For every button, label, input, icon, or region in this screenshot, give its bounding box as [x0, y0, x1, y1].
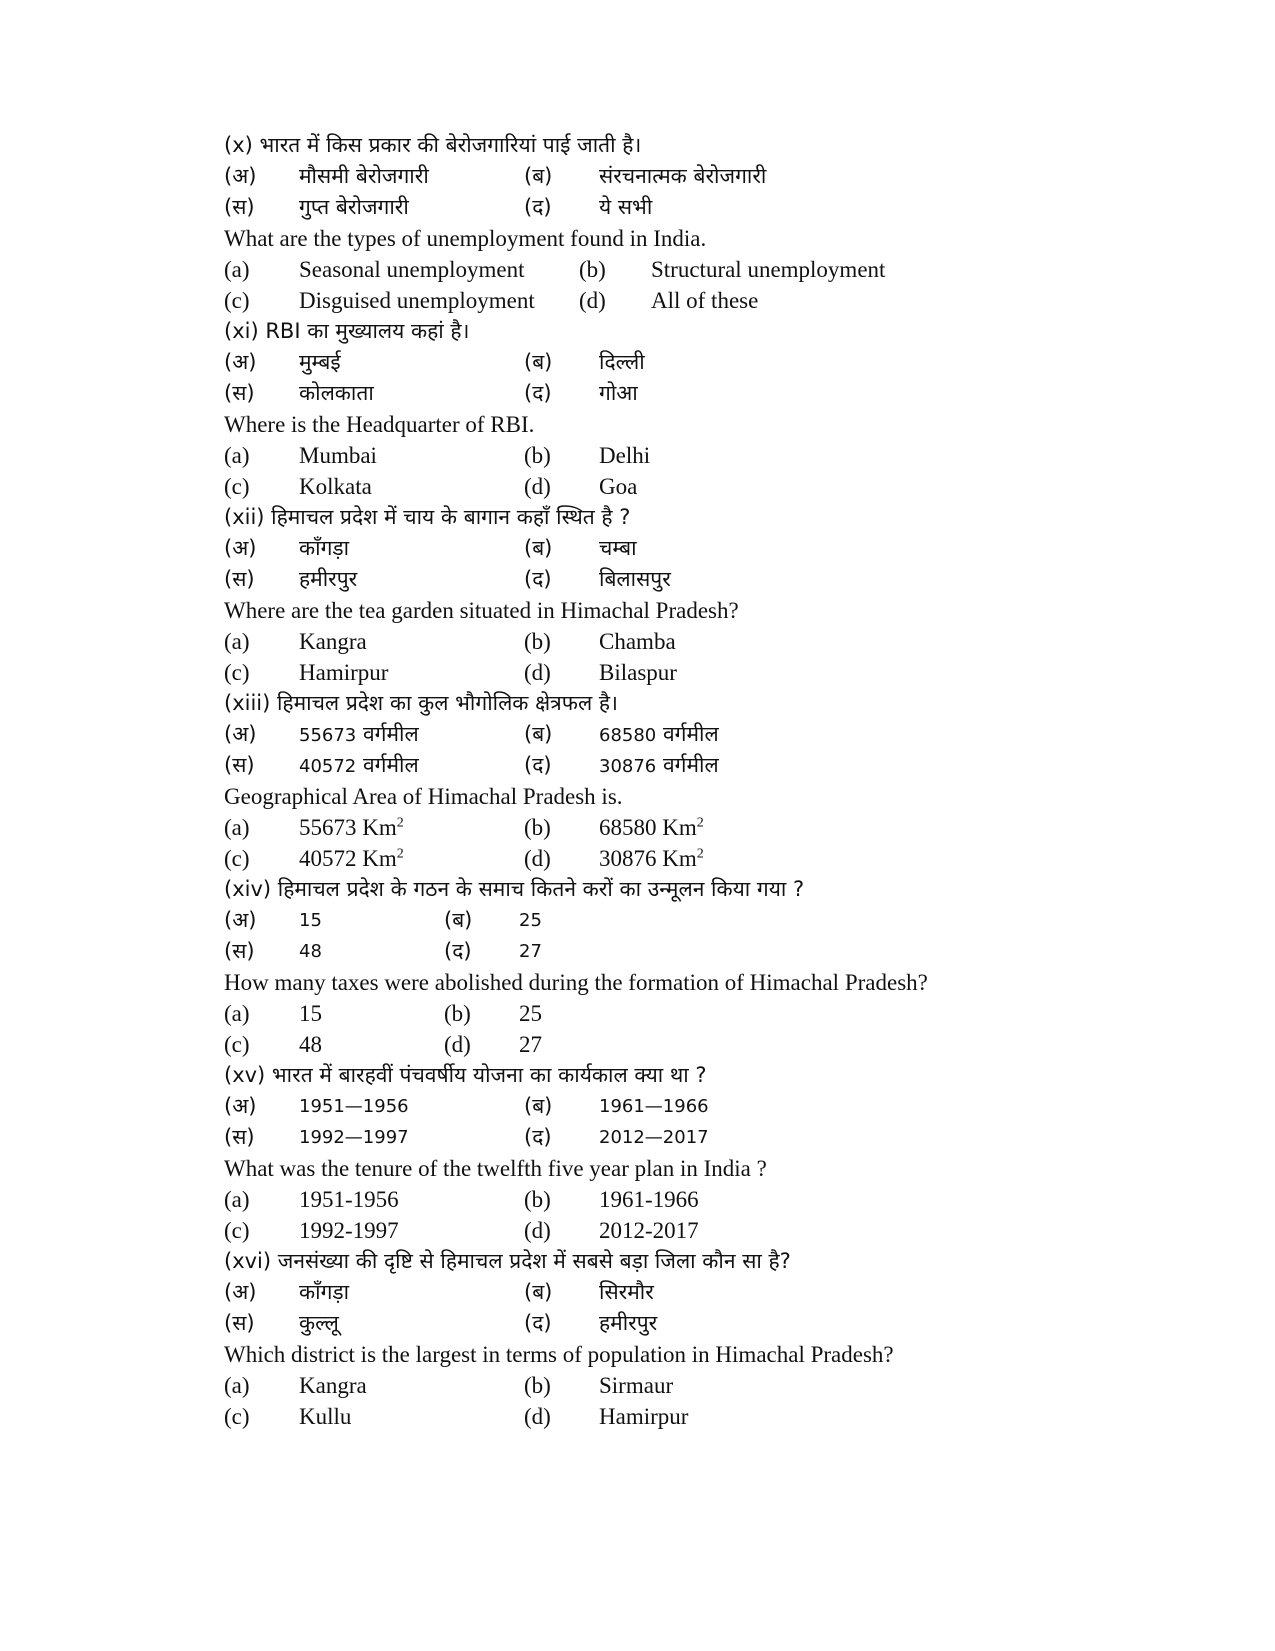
option-label: (b) [444, 1001, 471, 1026]
option-label: (b) [524, 443, 551, 468]
option-label: (d) [579, 288, 606, 313]
option-label: (द) [524, 1311, 552, 1335]
option-unit: वर्गमील [362, 753, 419, 777]
option-label: (b) [524, 629, 551, 654]
options-row [224, 1122, 1224, 1153]
option-text [299, 750, 419, 782]
superscript: 2 [396, 815, 404, 831]
question-english: Geographical Area of Himachal Pradesh is. [224, 784, 623, 809]
superscript: 2 [696, 815, 704, 831]
option-text: 1992-1997 [299, 1218, 399, 1243]
question-hindi: (xvi) जनसंख्या की दृष्टि से हिमाचल प्रदेश में सबसे बड़ा जिला कौन सा है? [224, 1249, 791, 1273]
option-label: (स) [224, 381, 255, 405]
option-text: Kangra [299, 1373, 367, 1398]
option-text: 25 [519, 910, 542, 931]
option-label: (b) [524, 1187, 551, 1212]
options-row [224, 1091, 1224, 1122]
option-label: (a) [224, 1373, 250, 1398]
option-text [599, 843, 704, 874]
options-row [224, 1029, 1224, 1060]
option-text: Structural unemployment [651, 257, 886, 282]
option-text: 25 [519, 1001, 542, 1026]
superscript: 2 [396, 846, 404, 862]
option-value: 40572 Km [299, 846, 397, 871]
options-row [224, 564, 1224, 595]
question-english: How many taxes were abolished during the formation of Himachal Pradesh? [224, 970, 928, 995]
option-number: 55673 [299, 725, 357, 746]
question-sheet [224, 130, 1224, 1432]
option-text: मौसमी बेरोजगारी [299, 164, 429, 188]
option-text [299, 843, 404, 874]
option-text: हमीरपुर [599, 1311, 658, 1335]
option-text: 48 [299, 1032, 322, 1057]
option-value: 68580 Km [599, 815, 697, 840]
option-number: 68580 [599, 725, 657, 746]
option-text: 1961-1966 [599, 1187, 699, 1212]
option-text: चम्बा [599, 536, 637, 560]
option-text: Delhi [599, 443, 651, 468]
option-label: (a) [224, 257, 250, 282]
option-text: Kullu [299, 1404, 352, 1429]
option-label: (ब) [524, 536, 553, 560]
option-text: काँगड़ा [299, 536, 350, 560]
options-row [224, 843, 1224, 874]
question-hindi: (x) भारत में किस प्रकार की बेरोजगारियां पाई जाती है। [224, 133, 642, 157]
options-row [224, 378, 1224, 409]
option-text: हमीरपुर [299, 567, 358, 591]
option-text: Bilaspur [599, 660, 677, 685]
option-text [599, 812, 704, 843]
option-number: 30876 [599, 756, 657, 777]
superscript: 2 [696, 846, 704, 862]
option-text: कुल्लू [299, 1311, 339, 1335]
option-text: 2012-2017 [599, 1218, 699, 1243]
option-label: (ब) [524, 1280, 553, 1304]
option-text [299, 719, 419, 751]
option-label: (स) [224, 753, 255, 777]
option-label: (b) [524, 1373, 551, 1398]
option-label: (अ) [224, 164, 257, 188]
options-row [224, 347, 1224, 378]
option-text [299, 812, 404, 843]
option-text: Seasonal unemployment [299, 257, 525, 282]
option-unit: वर्गमील [662, 722, 719, 746]
option-unit: वर्गमील [662, 753, 719, 777]
option-label: (द) [524, 1125, 552, 1149]
options-row [224, 1215, 1224, 1246]
options-row [224, 936, 1224, 967]
options-row [224, 161, 1224, 192]
option-text: Hamirpur [599, 1404, 689, 1429]
question-hindi: (xiv) हिमाचल प्रदेश के गठन के समाच कितने करों का उन्मूलन किया गया ? [224, 877, 805, 901]
option-label: (a) [224, 815, 250, 840]
option-label: (d) [444, 1032, 471, 1057]
options-row [224, 192, 1224, 223]
option-label: (d) [524, 474, 551, 499]
options-row [224, 719, 1224, 750]
option-label: (द) [524, 195, 552, 219]
option-text: 1951-1956 [299, 1187, 399, 1212]
options-row [224, 1401, 1224, 1432]
option-text: 1961—1966 [599, 1096, 709, 1117]
option-label: (a) [224, 443, 250, 468]
option-label: (अ) [224, 536, 257, 560]
options-row [224, 471, 1224, 502]
option-text [599, 750, 719, 782]
option-label: (c) [224, 846, 250, 871]
option-label: (स) [224, 1311, 255, 1335]
option-text: Goa [599, 474, 638, 499]
options-row [224, 1277, 1224, 1308]
option-text: Hamirpur [299, 660, 389, 685]
option-text: Sirmaur [599, 1373, 674, 1398]
question-hindi: (xv) भारत में बारहवीं पंचवर्षीय योजना का कार्यकाल क्या था ? [224, 1063, 707, 1087]
option-label: (b) [579, 257, 606, 282]
question-english: Where is the Headquarter of RBI. [224, 412, 535, 437]
option-label: (स) [224, 195, 255, 219]
option-text: Disguised unemployment [299, 288, 535, 313]
option-text: 1992—1997 [299, 1127, 409, 1148]
question-hindi: (xii) हिमाचल प्रदेश में चाय के बागान कहाँ स्थित है ? [224, 505, 631, 529]
option-text: 48 [299, 941, 322, 962]
options-row [224, 812, 1224, 843]
option-label: (स) [224, 1125, 255, 1149]
option-label: (द) [524, 381, 552, 405]
options-row [224, 1370, 1224, 1401]
question-english: What was the tenure of the twelfth five year plan in India ? [224, 1156, 767, 1181]
option-label: (d) [524, 846, 551, 871]
option-label: (b) [524, 815, 551, 840]
question-english: Which district is the largest in terms of population in Himachal Pradesh? [224, 1342, 894, 1367]
options-row [224, 1308, 1224, 1339]
option-label: (ब) [444, 908, 473, 932]
option-number: 40572 [299, 756, 357, 777]
options-row [224, 440, 1224, 471]
option-unit: वर्गमील [362, 722, 419, 746]
option-text: All of these [651, 288, 759, 313]
option-label: (अ) [224, 350, 257, 374]
option-label: (द) [444, 939, 472, 963]
option-text: मुम्बई [299, 350, 341, 374]
options-row [224, 285, 1224, 316]
option-label: (a) [224, 1187, 250, 1212]
option-label: (c) [224, 474, 250, 499]
option-text: Kolkata [299, 474, 372, 499]
option-label: (स) [224, 939, 255, 963]
option-text: गोआ [599, 381, 638, 405]
options-row [224, 533, 1224, 564]
option-text: ये सभी [599, 195, 653, 219]
question-hindi: (xiii) हिमाचल प्रदेश का कुल भौगोलिक क्षेत्रफल है। [224, 691, 618, 715]
option-label: (a) [224, 629, 250, 654]
option-text: संरचनात्मक बेरोजगारी [599, 164, 767, 188]
option-label: (ब) [524, 350, 553, 374]
option-label: (ब) [524, 722, 553, 746]
option-text [599, 719, 719, 751]
option-text: काँगड़ा [299, 1280, 350, 1304]
option-label: (ब) [524, 164, 553, 188]
option-label: (d) [524, 1404, 551, 1429]
option-value: 55673 Km [299, 815, 397, 840]
option-label: (स) [224, 567, 255, 591]
options-row [224, 254, 1224, 285]
option-label: (c) [224, 1218, 250, 1243]
options-row [224, 657, 1224, 688]
option-text: Chamba [599, 629, 676, 654]
option-label: (अ) [224, 1094, 257, 1118]
option-text: 15 [299, 910, 322, 931]
question-english: What are the types of unemployment found in India. [224, 226, 707, 251]
option-text: दिल्ली [599, 350, 645, 374]
option-label: (c) [224, 288, 250, 313]
option-label: (a) [224, 1001, 250, 1026]
option-label: (c) [224, 660, 250, 685]
options-row [224, 750, 1224, 781]
option-label: (अ) [224, 1280, 257, 1304]
option-text: 27 [519, 1032, 542, 1057]
option-label: (ब) [524, 1094, 553, 1118]
option-label: (द) [524, 567, 552, 591]
option-text: गुप्त बेरोजगारी [299, 195, 409, 219]
option-text: 15 [299, 1001, 322, 1026]
option-label: (अ) [224, 722, 257, 746]
question-english: Where are the tea garden situated in Himachal Pradesh? [224, 598, 739, 623]
option-label: (c) [224, 1404, 250, 1429]
option-text: 27 [519, 941, 542, 962]
options-row [224, 1184, 1224, 1215]
options-row [224, 998, 1224, 1029]
option-text: सिरमौर [599, 1280, 654, 1304]
option-label: (द) [524, 753, 552, 777]
option-text: Kangra [299, 629, 367, 654]
option-text: 1951—1956 [299, 1096, 409, 1117]
option-text: 2012—2017 [599, 1127, 709, 1148]
option-value: 30876 Km [599, 846, 697, 871]
option-label: (अ) [224, 908, 257, 932]
question-hindi: (xi) RBI का मुख्यालय कहां है। [224, 319, 470, 343]
option-label: (d) [524, 660, 551, 685]
options-row [224, 905, 1224, 936]
option-text: Mumbai [299, 443, 377, 468]
option-text: कोलकाता [299, 381, 374, 405]
option-text: बिलासपुर [599, 567, 671, 591]
options-row [224, 626, 1224, 657]
option-label: (c) [224, 1032, 250, 1057]
option-label: (d) [524, 1218, 551, 1243]
